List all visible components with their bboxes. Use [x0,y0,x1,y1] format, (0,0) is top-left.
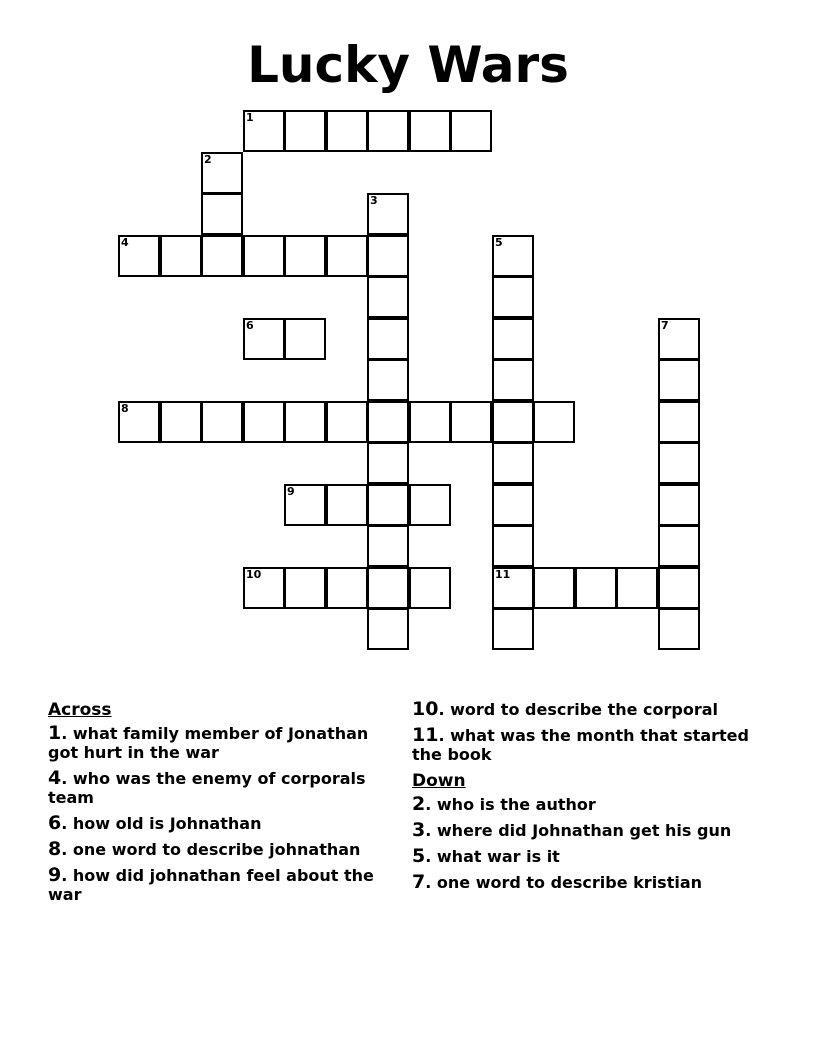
cell-number: 11 [495,568,511,581]
crossword-cell[interactable] [492,401,534,443]
crossword-cell[interactable] [575,567,617,609]
crossword-cell[interactable] [367,359,409,401]
across-clue: 8. one word to describe johnathan [48,838,361,860]
crossword-cell[interactable] [326,401,368,443]
crossword-cell[interactable] [492,442,534,484]
crossword-cell[interactable] [326,484,368,526]
crossword-cell[interactable] [658,442,700,484]
crossword-cell[interactable] [658,608,700,650]
crossword-cell[interactable] [326,110,368,152]
crossword-cell[interactable] [367,235,409,277]
crossword-cell[interactable] [616,567,658,609]
across-clue: 6. how old is Johnathan [48,812,262,834]
crossword-cell[interactable] [367,318,409,360]
crossword-cell[interactable] [658,567,700,609]
crossword-cell[interactable] [658,318,700,360]
crossword-cell[interactable] [367,567,409,609]
crossword-cell[interactable] [118,235,160,277]
crossword-cell[interactable] [492,318,534,360]
cell-number: 2 [204,153,212,166]
crossword-cell[interactable] [201,235,243,277]
crossword-cell[interactable] [243,235,285,277]
crossword-cell[interactable] [658,359,700,401]
crossword-cell[interactable] [367,110,409,152]
crossword-cell[interactable] [367,276,409,318]
crossword-cell[interactable] [492,608,534,650]
crossword-cell[interactable] [201,152,243,194]
cell-number: 3 [370,194,378,207]
across-clue: 4. who was the enemy of corporals team [48,767,366,807]
cell-number: 4 [121,236,129,249]
crossword-cell[interactable] [492,359,534,401]
crossword-cell[interactable] [284,401,326,443]
cell-number: 10 [246,568,262,581]
crossword-cell[interactable] [367,484,409,526]
cell-number: 9 [287,485,295,498]
crossword-cell[interactable] [367,193,409,235]
down-heading: Down [412,771,466,791]
crossword-cell[interactable] [284,318,326,360]
crossword-cell[interactable] [243,110,285,152]
down-clue: 5. what war is it [412,845,560,867]
down-clue: 3. where did Johnathan get his gun [412,819,732,841]
crossword-cell[interactable] [492,567,534,609]
crossword-cell[interactable] [533,401,575,443]
cell-number: 8 [121,402,129,415]
crossword-cell[interactable] [492,484,534,526]
across-clue: 11. what was the month that started the book [412,724,749,764]
crossword-cell[interactable] [409,567,451,609]
cell-number: 1 [246,111,254,124]
across-heading: Across [48,700,112,720]
crossword-cell[interactable] [160,235,202,277]
crossword-cell[interactable] [409,484,451,526]
crossword-cell[interactable] [658,401,700,443]
crossword-cell[interactable] [450,110,492,152]
across-clue: 9. how did johnathan feel about the war [48,864,374,904]
crossword-cell[interactable] [118,401,160,443]
crossword-cell[interactable] [243,318,285,360]
crossword-cell[interactable] [409,401,451,443]
crossword-cell[interactable] [492,276,534,318]
clues-column-left [48,700,398,911]
crossword-cell[interactable] [284,484,326,526]
crossword-cell[interactable] [409,110,451,152]
crossword-cell[interactable] [201,193,243,235]
down-clue: 2. who is the author [412,793,596,815]
crossword-cell[interactable] [160,401,202,443]
crossword-cell[interactable] [201,401,243,443]
cell-number: 6 [246,319,254,332]
crossword-cell[interactable] [367,442,409,484]
clues-column-right [412,700,762,899]
crossword-cell[interactable] [284,235,326,277]
down-clue: 7. one word to describe kristian [412,871,703,893]
page-title: Lucky Wars [247,36,569,94]
crossword-cell[interactable] [658,525,700,567]
crossword-cell[interactable] [367,608,409,650]
crossword-cell[interactable] [243,401,285,443]
crossword-cell[interactable] [326,235,368,277]
cell-number: 5 [495,236,503,249]
crossword-cell[interactable] [326,567,368,609]
across-clue: 1. what family member of Jonathan got hurt in the war [48,722,369,762]
crossword-cell[interactable] [658,484,700,526]
across-clue: 10. word to describe the corporal [412,698,719,720]
crossword-cell[interactable] [492,525,534,567]
crossword-cell[interactable] [450,401,492,443]
crossword-cell[interactable] [533,567,575,609]
crossword-cell[interactable] [367,525,409,567]
crossword-cell[interactable] [284,567,326,609]
crossword-cell[interactable] [492,235,534,277]
crossword-cell[interactable] [367,401,409,443]
crossword-cell[interactable] [243,567,285,609]
cell-number: 7 [661,319,669,332]
crossword-cell[interactable] [284,110,326,152]
